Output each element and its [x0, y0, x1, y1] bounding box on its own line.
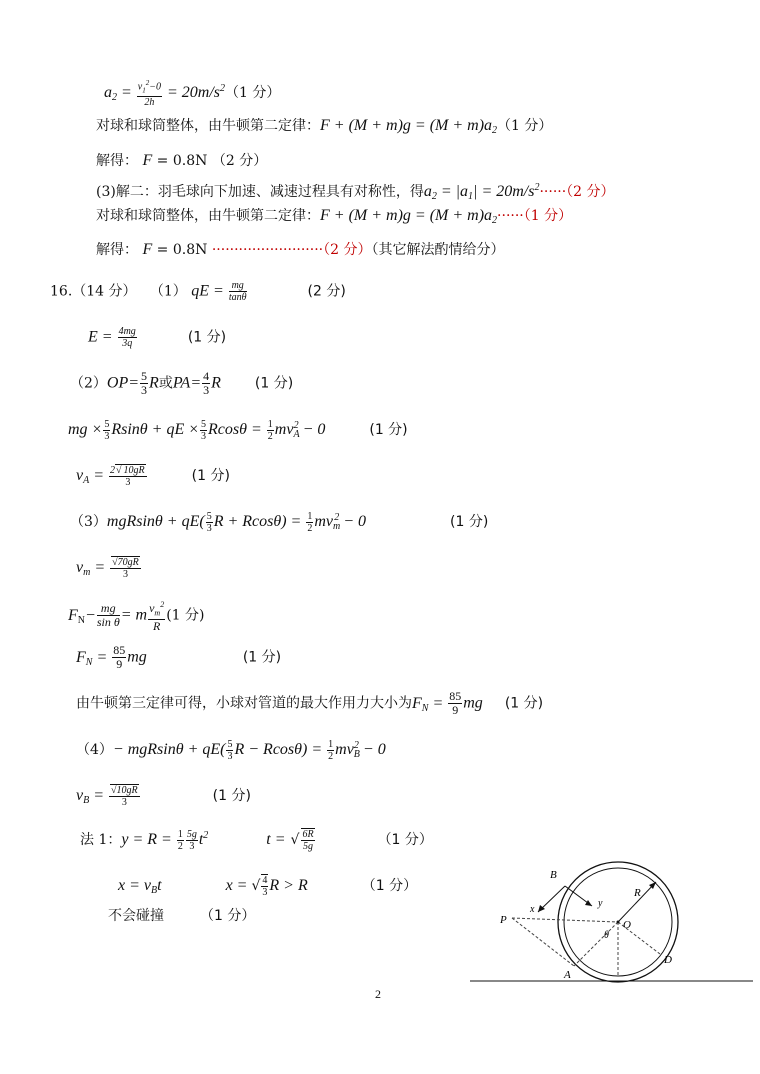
q16-header: 16.（14 分） （1） qE = $\frac{mg}{\tan\theta}$ (2 分): [50, 280, 346, 303]
points-label: （2 分）: [211, 153, 268, 169]
conclusion-text: 不会碰撞: [108, 908, 164, 924]
method-label: 法 1：: [80, 832, 122, 848]
label-O: O: [623, 919, 631, 931]
circular-tube-diagram: [468, 846, 758, 986]
newton-third-law-line: 由牛顿第三定律可得，小球对管道的最大作用力大小为$F_N$ = $\frac{85}{9}$ mg (1 分): [76, 689, 544, 717]
label-theta: θ: [604, 930, 609, 941]
OA-line: [574, 922, 618, 966]
label-D: D: [664, 954, 672, 966]
points-label: (1 分): [187, 329, 227, 346]
solution-line-2: 解得： F = 0.8N ·························（2 分）（其它解法酌情给分）: [96, 241, 505, 258]
part-label: （1）: [149, 283, 187, 300]
points-label: （1 分）: [377, 832, 433, 848]
points-label: (1 分): [450, 514, 489, 530]
text: 解得：: [96, 153, 138, 169]
note: （其它解法酌情给分）: [371, 242, 505, 258]
text: 解得：: [96, 242, 138, 258]
or-text: 或: [158, 375, 173, 392]
eq-vm: $v_m$ = $\frac{√70gR}{3}$: [76, 557, 139, 580]
text: (3)解二：羽毛球向下加速、减速过程具有对称性，得: [96, 184, 424, 200]
points-label: ·························（2 分）: [211, 242, 372, 258]
eq-a2-line: $a_2$ = $\frac{v_1^2-0}{2h}$ = $20m/s^2(1$ 分）: [104, 79, 281, 109]
points-label: ······（1 分）: [497, 208, 573, 224]
conclusion-line: [108, 906, 255, 926]
solution-two-line: (3)解二：羽毛球向下加速、减速过程具有对称性，得$a_2 = |a_1| = 20m/s^2\cdot\cdot\cdot\cdot\cdot\cdot(2$ 分）: [96, 182, 615, 202]
part-label: （3）: [70, 514, 107, 530]
points-label: (1 分): [191, 468, 230, 484]
label-y: y: [598, 898, 603, 909]
part3-line: （3）mgRsinθ + qE( $\frac{5}{3}$ R + Rcosθ) = $\frac{1}{2}$ $mv_m^2 - 0$ (1 分): [70, 510, 489, 534]
text: 由牛顿第三定律可得，小球对管道的最大作用力大小为: [76, 695, 412, 712]
points-label: (1 分): [254, 375, 294, 392]
energy-eq-A: mg × $\frac{5}{3}$ Rsinθ + qE × $\frac{5}{3}$ Rcosθ = $\frac{1}{2}$ $mv_A^2 - 0$ (1 分): [68, 418, 408, 442]
solution-line: 解得： F = 0.8N （2 分）: [96, 152, 268, 169]
eq-vB: $v_B$ = $\frac{√10gR}{3}$ (1 分): [76, 785, 251, 808]
points-label: (1 分): [504, 695, 544, 712]
part2-line: （2）OP= $\frac{5}{3}$ R或PA= $\frac{4}{3}$ R (1 分): [70, 369, 294, 397]
x-line: $x = v_Bt$ x = √ $\frac{4}{3}$ R > R （1 分）: [118, 875, 418, 898]
label-A: A: [564, 969, 571, 981]
part-label: （2）: [70, 375, 107, 392]
question-number: 16.（14 分）: [50, 283, 137, 300]
label-B: B: [550, 869, 557, 881]
PA-line: [512, 918, 574, 966]
points-label: （1 分）: [361, 878, 418, 894]
points-label: (1 分): [369, 422, 408, 438]
y-arrowhead: [585, 900, 592, 906]
newton-second-law-line: 对球和球筒整体，由牛顿第二定律：$F + (M + m)g = (M + m)a_2(1$ 分）: [96, 117, 553, 136]
page-number: 2: [375, 987, 381, 1001]
points-label: (1 分): [242, 649, 282, 666]
part4-line: （4）− mgRsinθ + qE( $\frac{5}{3}$ R − Rcosθ) = $\frac{1}{2}$ $mv_B^2 - 0$: [76, 738, 386, 762]
part-label: （4）: [76, 742, 113, 758]
points-label: （1 分）: [225, 85, 281, 102]
text: 对球和球筒整体，由牛顿第二定律：: [96, 208, 320, 224]
method1-line: 法 1：y = R = $\frac{1}{2}$ $\frac{5g}{3}$ $t^2$ t = √ $\frac{6R}{5g}$ （1 分）: [80, 828, 433, 852]
text: 对球和球筒整体，由牛顿第二定律：: [96, 118, 320, 134]
points-label: （1 分）: [200, 908, 256, 924]
points-label: (2 分): [307, 283, 346, 300]
eq-E: E = $\frac{4mg}{3q}$ (1 分): [88, 326, 227, 349]
center-dot: [617, 921, 620, 924]
points-label: (1 分): [212, 788, 251, 804]
points-label: ······（2 分）: [539, 184, 615, 200]
force-eq: $F_N-$ $\frac{mg}{\text{sin θ}}$ = m $\frac{v_m^2}{R}$ (1 分): [68, 600, 205, 634]
eq-FN: $F_N$ = $\frac{85}{9}$ mg (1 分): [76, 643, 282, 671]
points-label: （1 分）: [497, 118, 553, 134]
PO-line: [512, 918, 618, 922]
newton-second-law-line-2: 对球和球筒整体，由牛顿第二定律：$F + (M + m)g = (M + m)a_2\cdot\cdot\cdot\cdot\cdot\cdot(1$ 分）: [96, 207, 573, 226]
points-label: (1 分): [166, 607, 205, 624]
label-P: P: [500, 914, 507, 926]
label-x: x: [530, 904, 535, 915]
eq-vA: $v_A$ = $\frac{2√ 10gR}{3}$ (1 分): [76, 465, 230, 488]
label-R: R: [634, 887, 641, 899]
